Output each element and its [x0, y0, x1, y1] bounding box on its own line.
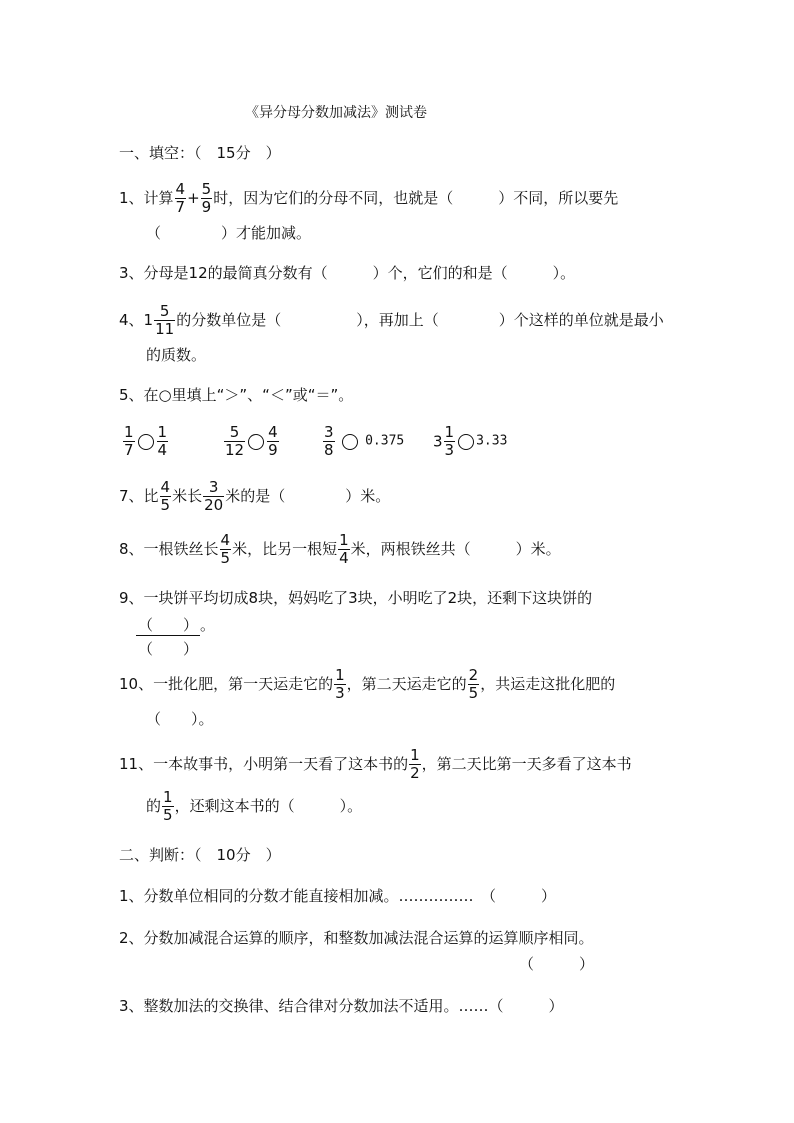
fraction: $\frac{4}{9}$	[268, 423, 278, 459]
question-1	[119, 178, 618, 218]
decimal-value: 0.375	[365, 433, 405, 449]
question-9: 9、一块饼平均切成8块，妈妈吃了3块，小明吃了2块，还剩下这块饼的	[119, 589, 593, 607]
plus-sign: +	[187, 189, 200, 207]
fraction: $\frac{1}{3}$	[444, 423, 455, 459]
q11-prefix: 11、一本故事书，小明第一天看了这本书的	[119, 755, 409, 773]
fraction: $\frac{1}{5}$	[163, 788, 173, 824]
fraction: $\frac{1}{4}$	[157, 423, 168, 459]
section1-heading: 一、填空：（ 15分 ）	[119, 144, 281, 162]
q9-period: 。	[200, 616, 216, 634]
question-11	[119, 744, 632, 784]
q10-mid: ，第二天运走它的	[346, 675, 467, 693]
q10-text: ，共运走这批化肥的	[480, 675, 616, 693]
compare-1	[122, 421, 169, 461]
q8-mid: 米，比另一根短	[232, 540, 338, 558]
judge-2: 2、分数加减混合运算的顺序，和整数加减法混合运算的运算顺序相同。	[119, 929, 594, 947]
page-title: 《异分母分数加减法》测试卷	[245, 105, 427, 121]
fraction: $\frac{1}{3}$	[335, 666, 345, 702]
q1-prefix: 1、计算	[119, 189, 174, 207]
question-8	[119, 529, 561, 569]
fraction: $\frac{3}{20}$	[204, 478, 224, 514]
answer-fraction-blank	[136, 615, 215, 636]
compare-circle[interactable]	[342, 434, 358, 450]
fraction: $\frac{5}{12}$	[225, 423, 245, 459]
question-5: 5、在○里填上“＞”、“＜”或“＝”。	[119, 386, 354, 404]
q8-text: 米，两根铁丝共（ ）米。	[350, 540, 561, 558]
compare-circle[interactable]	[458, 434, 474, 450]
judge-3: 3、整数加法的交换律、结合律对分数加法不适用。……（ ）	[119, 997, 564, 1015]
compare-circle[interactable]	[138, 434, 154, 450]
judge-1: 1、分数单位相同的分数才能直接相加减。…………… （ ）	[119, 887, 557, 905]
fraction: $\frac{4}{5}$	[160, 478, 171, 514]
q1-line2: （ ）才能加减。	[146, 224, 312, 242]
question-3: 3、分母是12的最简真分数有（ ）个，它们的和是（ ）。	[119, 264, 576, 282]
compare-4	[433, 421, 507, 462]
q7-mid: 米长	[172, 487, 203, 505]
question-7	[119, 476, 390, 516]
compare-2	[223, 421, 280, 461]
fraction: $\frac{3}{8}$	[324, 423, 334, 459]
answer-denominator-blank[interactable]: （ ）	[138, 640, 199, 658]
whole-number: 3	[433, 432, 443, 451]
q4-text: 的分数单位是（ ），再加上（ ）个这样的单位就是最小	[176, 311, 664, 329]
decimal-value: 3.33	[476, 433, 508, 449]
compare-3	[322, 421, 404, 462]
q4-prefix: 4、1	[119, 311, 154, 329]
fraction: $\frac{4}{7}$	[175, 180, 186, 216]
q11-line2-prefix: 的	[146, 797, 162, 815]
q11-text: ，第二天比第一天多看了这本书	[421, 755, 632, 773]
q11-line2	[146, 786, 362, 826]
q1-text: 时，因为它们的分母不同，也就是（ ）不同，所以要先	[213, 189, 619, 207]
q7-text: 米的是（ ）米。	[225, 487, 391, 505]
section2-heading: 二、判断：（ 10分 ）	[119, 846, 281, 864]
question-10	[119, 664, 615, 704]
q11-line2-text: ，还剩这本书的（ ）。	[174, 797, 363, 815]
fraction: $\frac{1}{7}$	[124, 423, 134, 459]
fraction: $\frac{1}{4}$	[339, 531, 349, 567]
fraction: $\frac{1}{2}$	[410, 746, 420, 782]
q8-prefix: 8、一根铁丝长	[119, 540, 219, 558]
fraction: $\frac{4}{5}$	[220, 531, 231, 567]
fraction: $\frac{5}{11}$	[155, 302, 175, 338]
q10-line2: （ ）。	[146, 710, 214, 728]
answer-numerator-blank[interactable]: （ ）	[138, 616, 199, 634]
question-4	[119, 300, 664, 340]
fraction: $\frac{2}{5}$	[468, 666, 479, 702]
judge-2-answer-blank[interactable]: （ ）	[519, 955, 595, 973]
q7-prefix: 7、比	[119, 487, 159, 505]
q4-line2: 的质数。	[146, 346, 207, 364]
fraction: $\frac{5}{9}$	[201, 180, 212, 216]
compare-circle[interactable]	[248, 434, 264, 450]
q10-prefix: 10、一批化肥，第一天运走它的	[119, 675, 334, 693]
